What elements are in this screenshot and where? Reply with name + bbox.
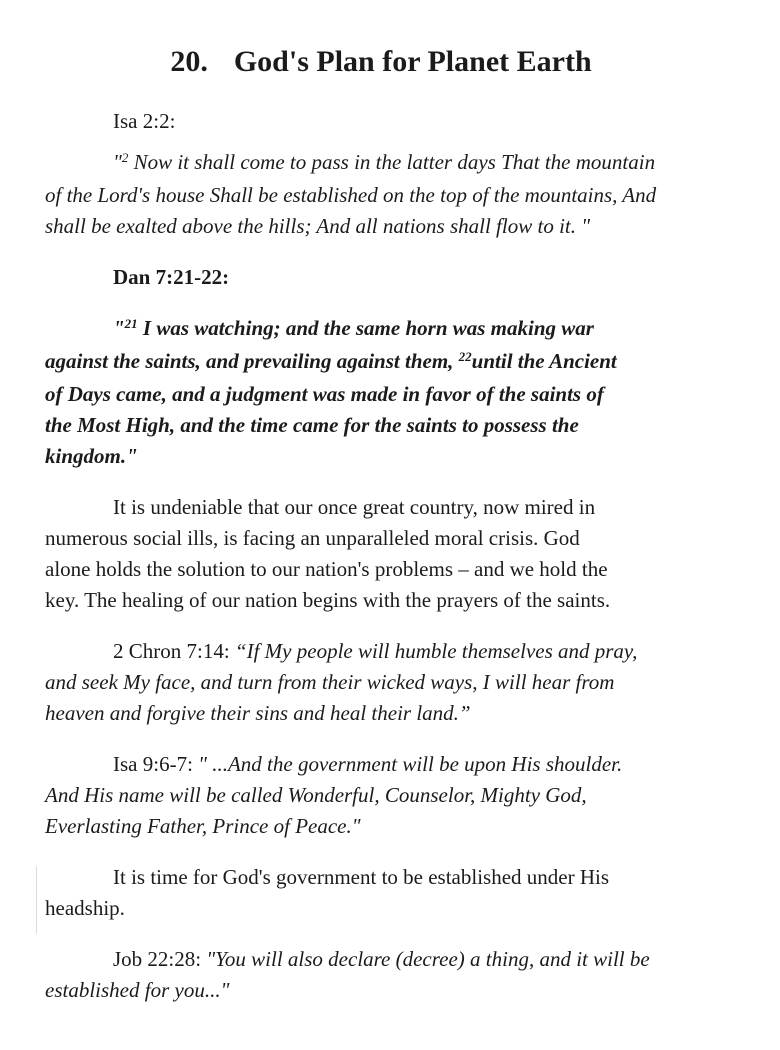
text-line <box>45 211 717 242</box>
text-line <box>45 944 717 975</box>
text-line <box>45 862 717 893</box>
text-segment: 2 Chron 7:14: <box>113 639 235 663</box>
paragraph-moral-crisis <box>45 492 717 616</box>
verse-number-superscript: 2 <box>121 150 129 165</box>
text-segment: against the saints, and prevailing against them, <box>45 349 459 373</box>
text-segment: Now it shall come to pass in the latter days That the mountain <box>128 150 656 174</box>
text-line <box>45 667 717 698</box>
text-line <box>45 585 717 616</box>
chapter-number: 20. <box>170 45 208 78</box>
ref-dan-7-21-22 <box>45 262 717 293</box>
verse-number-superscript: 22 <box>458 349 472 364</box>
text-segment: " <box>113 150 122 174</box>
text-segment: shall be exalted above the hills; And all nations shall flow to it. " <box>45 214 591 238</box>
text-line <box>45 379 717 410</box>
text-segment: key. The healing of our nation begins with the prayers of the saints. <box>45 588 611 612</box>
text-segment: Everlasting Father, Prince of Peace." <box>45 814 361 838</box>
text-line <box>45 893 717 924</box>
text-segment: Job 22:28: <box>113 947 207 971</box>
text-segment: established for you..." <box>45 978 230 1002</box>
text-line <box>45 636 717 667</box>
text-line <box>45 811 717 842</box>
text-segment: Dan 7:21-22: <box>113 265 230 289</box>
quote-isa-2-2 <box>45 147 717 242</box>
document-body <box>45 106 717 1006</box>
text-segment: "You will also declare (decree) a thing, and it will be <box>206 947 650 971</box>
text-segment: kingdom." <box>45 444 138 468</box>
text-line <box>45 313 717 346</box>
paragraph-gods-government <box>45 862 717 924</box>
text-line <box>45 492 717 523</box>
text-segment: It is time for God's government to be established under His <box>113 865 610 889</box>
quote-job-22-28 <box>45 944 717 1006</box>
text-line <box>45 106 717 137</box>
text-line <box>45 554 717 585</box>
scan-artifact-line <box>36 866 37 934</box>
text-segment: And His name will be called Wonderful, Counselor, Mighty God, <box>45 783 587 807</box>
text-line <box>45 346 717 379</box>
text-segment: “If My people will humble themselves and pray, <box>234 639 638 663</box>
chapter-title-text: God's Plan for Planet Earth <box>233 45 592 78</box>
text-segment: and seek My face, and turn from their wicked ways, I will hear from <box>45 670 615 694</box>
text-line <box>45 147 717 180</box>
text-line <box>45 441 717 472</box>
ref-isa-2-2 <box>45 106 717 137</box>
text-segment: headship. <box>45 896 125 920</box>
quote-dan-7-21-22 <box>45 313 717 472</box>
text-line <box>45 262 717 293</box>
text-segment: " ...And the government will be upon His shoulder. <box>198 752 623 776</box>
chapter-title <box>45 42 717 82</box>
text-line <box>45 780 717 811</box>
text-line <box>45 698 717 729</box>
text-segment: numerous social ills, is facing an unparalleled moral crisis. God <box>45 526 580 550</box>
text-segment: " <box>113 316 125 340</box>
text-segment: the Most High, and the time came for the saints to possess the <box>45 413 579 437</box>
text-segment: heaven and forgive their sins and heal their land.” <box>45 701 471 725</box>
text-line <box>45 180 717 211</box>
text-segment: until the Ancient <box>471 349 617 373</box>
text-segment: Isa 9:6-7: <box>113 752 199 776</box>
text-segment: I was watching; and the same horn was making war <box>137 316 594 340</box>
text-line <box>45 975 717 1006</box>
text-segment: of Days came, and a judgment was made in favor of the saints of <box>45 382 604 406</box>
text-segment: alone holds the solution to our nation's problems – and we hold the <box>45 557 608 581</box>
verse-number-superscript: 21 <box>124 316 138 331</box>
text-segment: It is undeniable that our once great country, now mired in <box>113 495 596 519</box>
quote-isa-9-6-7 <box>45 749 717 842</box>
text-line <box>45 523 717 554</box>
text-segment: of the Lord's house Shall be established on the top of the mountains, And <box>45 183 657 207</box>
text-segment: Isa 2:2: <box>113 109 176 133</box>
text-line <box>45 410 717 441</box>
text-line <box>45 749 717 780</box>
quote-2-chron-7-14 <box>45 636 717 729</box>
